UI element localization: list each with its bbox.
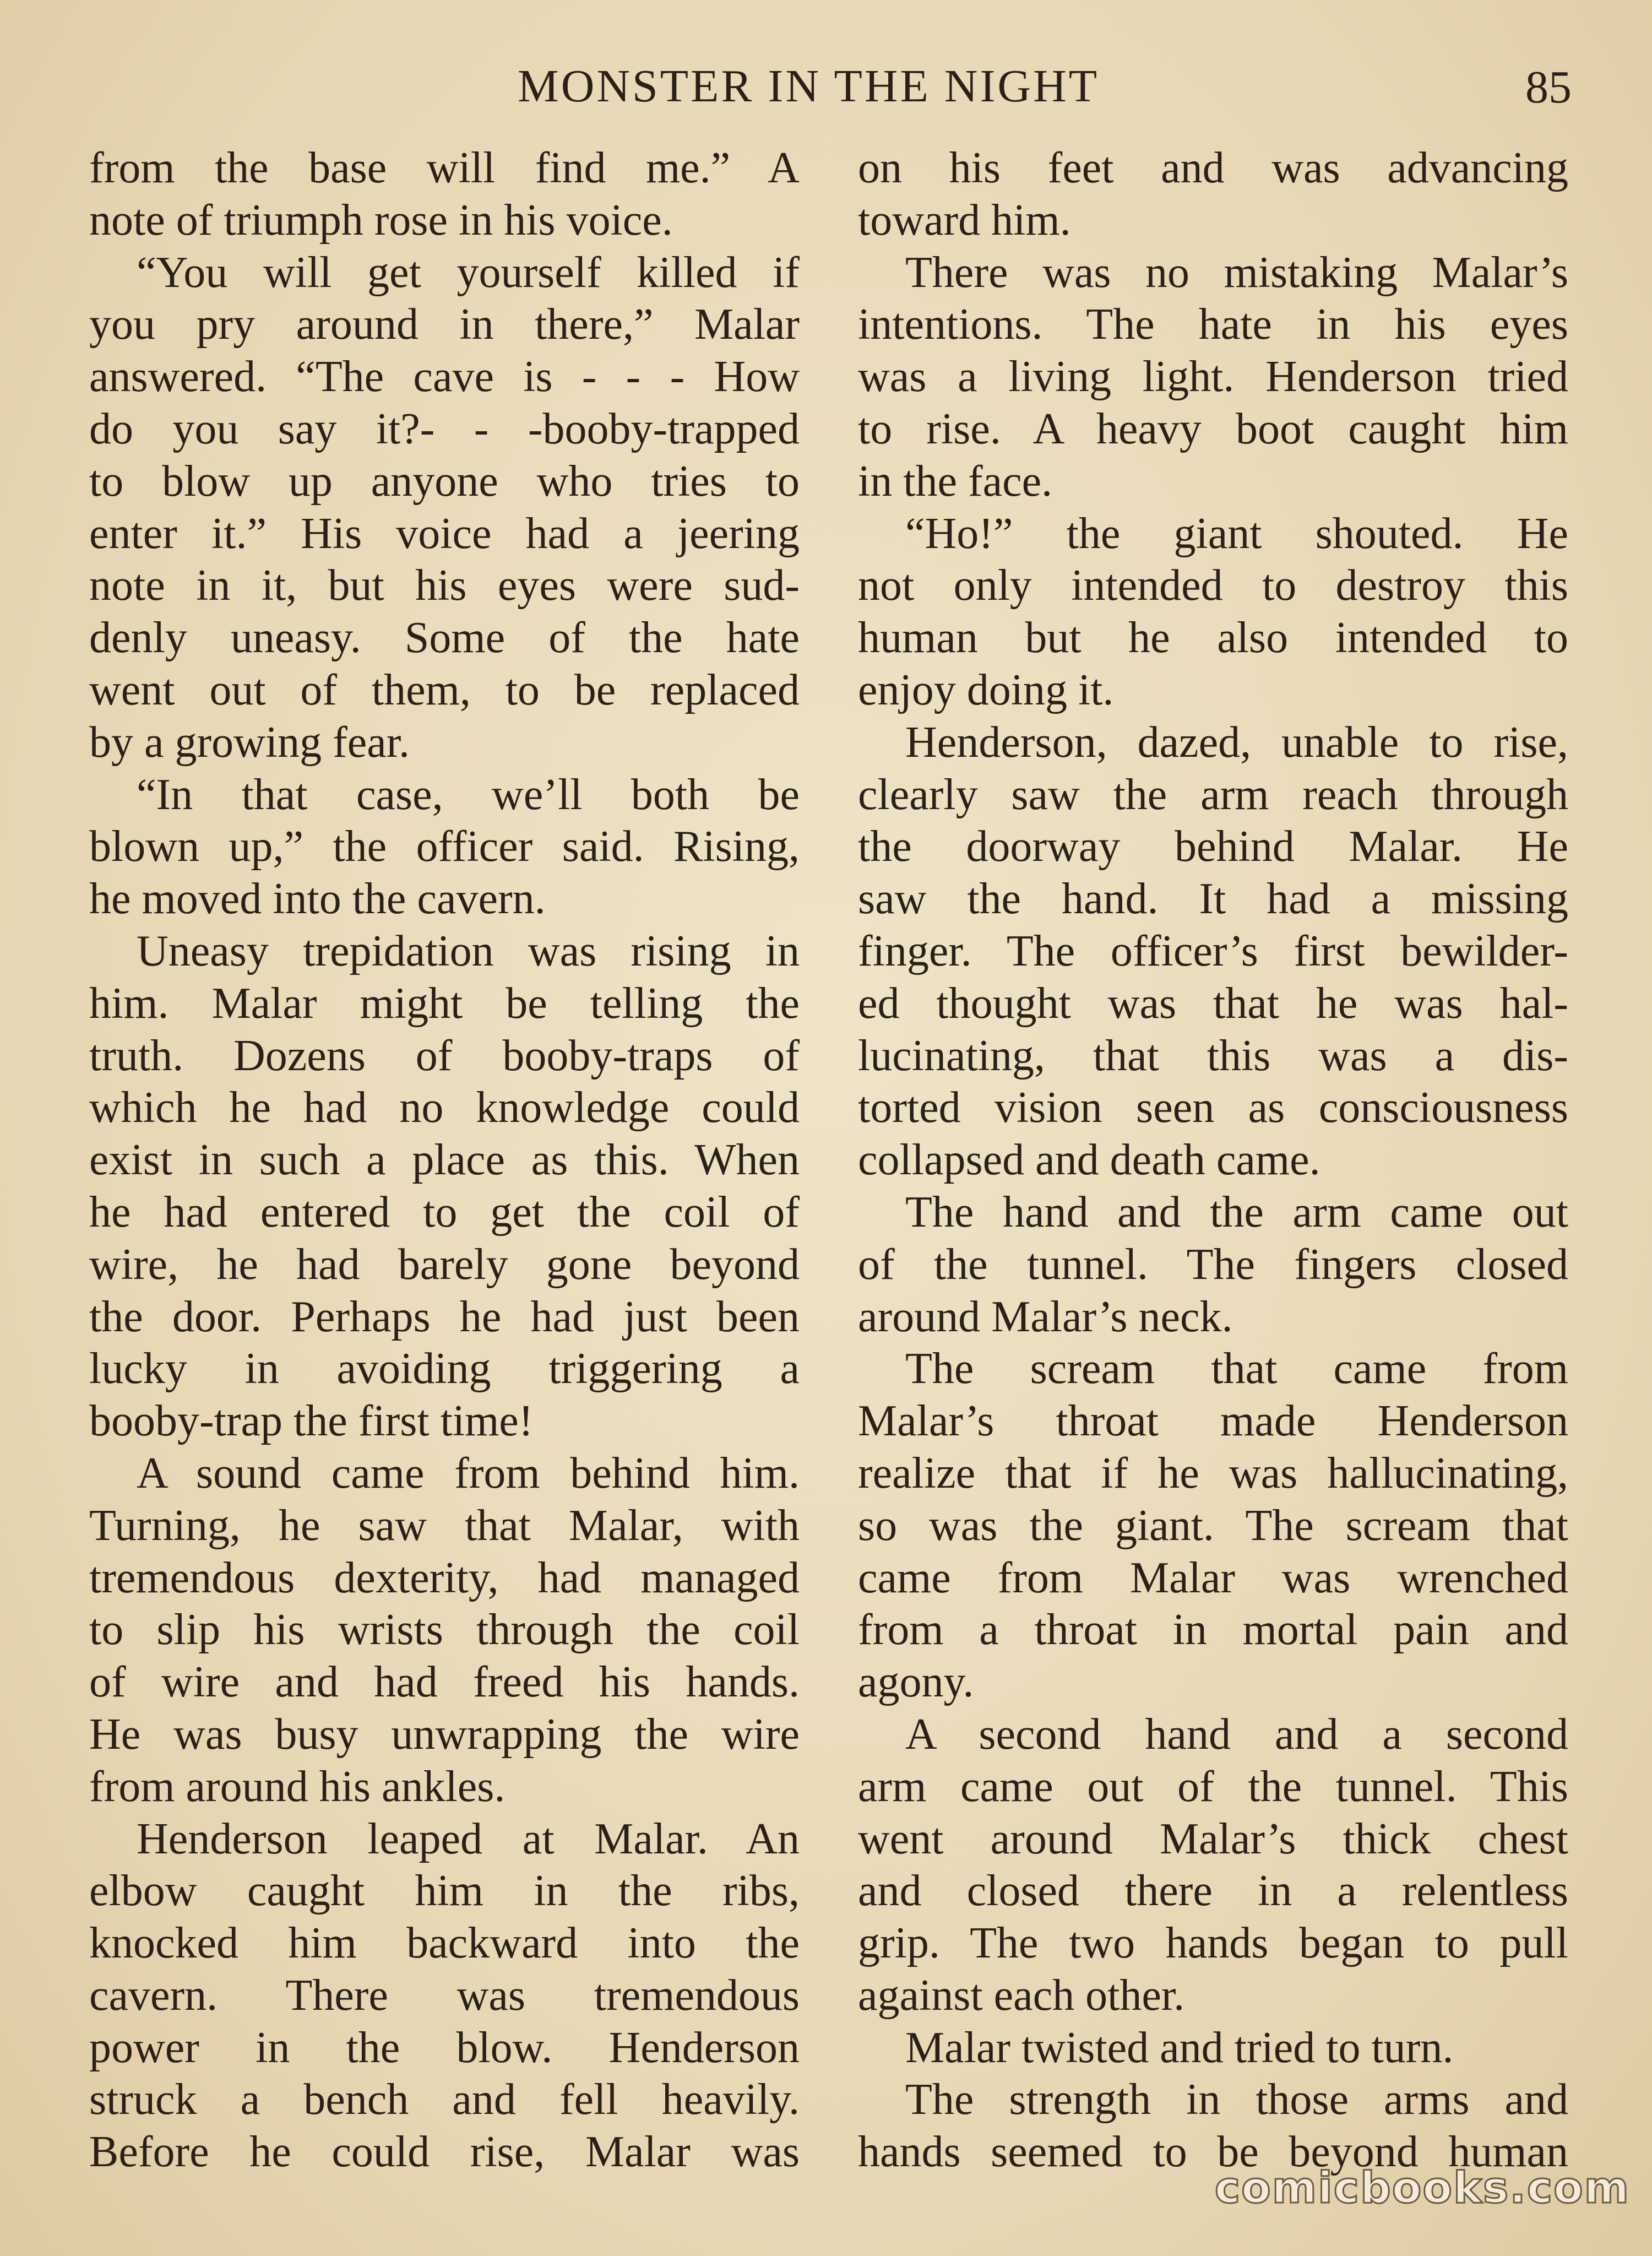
text-line: torted vision seen as consciousness — [858, 1083, 1568, 1132]
text-line: tremendous dexterity, had managed — [89, 1553, 800, 1602]
text-line: “Ho!” the giant shouted. He — [905, 509, 1568, 558]
text-line: collapsed and death came. — [858, 1136, 1320, 1185]
text-line: and closed there in a relentless — [858, 1867, 1568, 1916]
text-line: came from Malar was wrenched — [858, 1553, 1568, 1602]
text-line: ed thought was that he was hal- — [858, 979, 1568, 1028]
text-line: booby-trap the first time! — [89, 1397, 534, 1446]
text-line: on his feet and was advancing — [858, 144, 1568, 192]
text-line: saw the hand. It had a missing — [858, 875, 1568, 924]
text-line: toward him. — [858, 196, 1071, 245]
text-line: “You will get yourself killed if — [137, 248, 800, 297]
text-line: A sound came from behind him. — [137, 1449, 800, 1498]
text-line: exist in such a place as this. When — [89, 1136, 800, 1185]
text-line: wire, he had barely gone beyond — [89, 1240, 800, 1289]
text-line: agony. — [858, 1658, 974, 1707]
text-line: “In that case, we’ll both be — [137, 770, 800, 819]
text-line: power in the blow. Henderson — [89, 2023, 800, 2072]
running-title: MONSTER IN THE NIGHT — [518, 61, 1100, 112]
text-line: in the face. — [858, 457, 1053, 506]
text-line: note of triumph rose in his voice. — [89, 196, 673, 245]
text-line: Turning, he saw that Malar, with — [89, 1501, 800, 1550]
text-line: do you say it?- - -booby-trapped — [89, 404, 800, 453]
text-line: to slip his wrists through the coil — [89, 1606, 800, 1655]
text-line: he had entered to get the coil of — [89, 1187, 800, 1237]
text-line: to blow up anyone who tries to — [89, 457, 800, 506]
text-line: arm came out of the tunnel. This — [858, 1762, 1568, 1811]
text-line: There was no mistaking Malar’s — [905, 248, 1568, 297]
text-line: enjoy doing it. — [858, 665, 1114, 714]
text-line: The strength in those arms and — [905, 2075, 1568, 2124]
text-line: lucky in avoiding triggering a — [89, 1344, 800, 1393]
left-column — [89, 142, 800, 2178]
text-line: denly uneasy. Some of the hate — [89, 614, 800, 663]
text-line: human but he also intended to — [858, 614, 1568, 663]
text-line: realize that if he was hallucinating, — [858, 1449, 1568, 1498]
text-line: of wire and had freed his hands. — [89, 1658, 800, 1707]
text-line: of the tunnel. The fingers closed — [858, 1240, 1568, 1289]
text-line: intentions. The hate in his eyes — [858, 300, 1568, 349]
text-line: you pry around in there,” Malar — [89, 300, 800, 349]
text-line: not only intended to destroy this — [858, 561, 1568, 610]
text-line: A second hand and a second — [905, 1710, 1568, 1759]
text-line: from a throat in mortal pain and — [858, 1606, 1568, 1655]
text-line: cavern. There was tremendous — [89, 1971, 800, 2020]
text-line: hands seemed to be beyond human — [858, 2128, 1568, 2177]
text-line: note in it, but his eyes were sud- — [89, 561, 800, 610]
page-number: 85 — [1525, 62, 1572, 113]
text-line: struck a bench and fell heavily. — [89, 2075, 800, 2124]
text-line: Henderson leaped at Malar. An — [137, 1814, 800, 1863]
text-line: Henderson, dazed, unable to rise, — [905, 718, 1568, 767]
text-line: against each other. — [858, 1971, 1185, 2020]
text-line: clearly saw the arm reach through — [858, 770, 1568, 819]
text-line: enter it.” His voice had a jeering — [89, 509, 800, 558]
page-header — [0, 55, 1652, 116]
right-column — [858, 142, 1568, 2178]
text-line: went around Malar’s thick chest — [858, 1814, 1568, 1863]
text-line: grip. The two hands began to pull — [858, 1919, 1568, 1968]
text-line: Uneasy trepidation was rising in — [137, 926, 800, 975]
text-line: lucinating, that this was a dis- — [858, 1031, 1568, 1080]
text-line: around Malar’s neck. — [858, 1292, 1233, 1341]
text-line: elbow caught him in the ribs, — [89, 1867, 800, 1916]
text-line: answered. “The cave is - - - How — [89, 352, 800, 402]
text-line: by a growing fear. — [89, 718, 410, 767]
text-line: Malar’s throat made Henderson — [858, 1397, 1568, 1446]
text-line: the door. Perhaps he had just been — [89, 1292, 800, 1341]
watermark: comicbooks.com — [1214, 2163, 1630, 2213]
text-line: truth. Dozens of booby-traps of — [89, 1031, 800, 1080]
text-line: he moved into the cavern. — [89, 875, 546, 924]
text-line: the doorway behind Malar. He — [858, 822, 1568, 871]
text-line: from around his ankles. — [89, 1762, 506, 1811]
text-line: went out of them, to be replaced — [89, 665, 800, 714]
text-line: was a living light. Henderson tried — [858, 352, 1568, 402]
text-line: so was the giant. The scream that — [858, 1501, 1568, 1550]
text-line: him. Malar might be telling the — [89, 979, 800, 1028]
text-line: The hand and the arm came out — [905, 1187, 1568, 1237]
text-line: Before he could rise, Malar was — [89, 2128, 800, 2177]
text-line: Malar twisted and tried to turn. — [905, 2023, 1454, 2072]
text-line: which he had no knowledge could — [89, 1083, 800, 1132]
text-line: finger. The officer’s first bewilder- — [858, 926, 1568, 975]
text-line: knocked him backward into the — [89, 1919, 800, 1968]
text-line: He was busy unwrapping the wire — [89, 1710, 800, 1759]
text-line: from the base will find me.” A — [89, 144, 800, 192]
text-line: to rise. A heavy boot caught him — [858, 404, 1568, 453]
text-line: blown up,” the officer said. Rising, — [89, 822, 800, 871]
text-line: The scream that came from — [905, 1344, 1568, 1393]
